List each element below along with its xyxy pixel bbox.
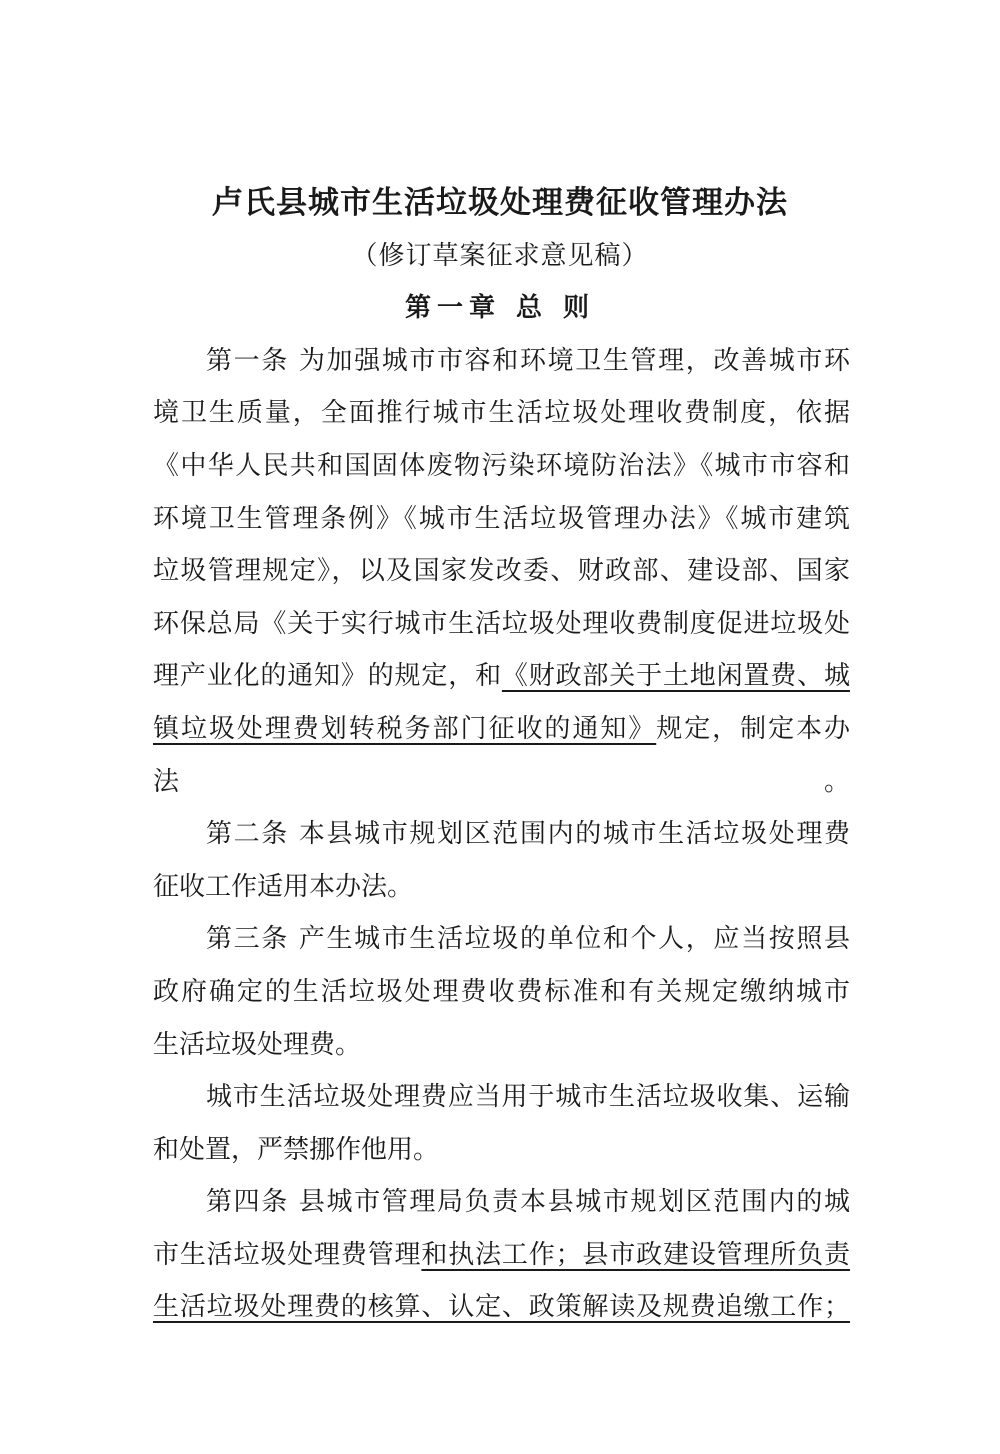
text-segment: 第二条 本县城市规划区范围内的城市生活垃圾处理费 [206, 819, 850, 850]
text-line [153, 913, 850, 966]
text-line [153, 440, 850, 493]
text-segment: 和处置，严禁挪作他用。 [153, 1134, 440, 1165]
text-line [153, 966, 850, 1019]
text-line [153, 703, 850, 808]
text-segment: 市生活垃圾处理费管理 [153, 1239, 422, 1270]
text-line [153, 1281, 850, 1334]
text-line [153, 1176, 850, 1229]
text-segment: 《中华人民共和国固体废物污染环境防治法》《城市市容和 [153, 450, 850, 481]
text-segment: 境卫生质量，全面推行城市生活垃圾处理收费制度，依据 [153, 398, 850, 429]
text-line [153, 598, 850, 651]
document-subtitle: （修订草案征求意见稿） [351, 240, 649, 271]
text-segment: 政府确定的生活垃圾处理费收费标准和有关规定缴纳城市 [153, 976, 850, 1007]
document-body [153, 335, 850, 1334]
chapter-heading: 第一章 总 则 [404, 293, 596, 324]
text-segment: 第三条 产生城市生活垃圾的单位和个人，应当按照县 [206, 924, 850, 955]
text-segment: 征收工作适用本办法。 [153, 871, 414, 902]
underlined-text: 镇垃圾处理费划转税务部门征收的通知》 [153, 713, 657, 744]
text-segment: 垃圾管理规定》，以及国家发改委、财政部、建设部、国家 [153, 556, 850, 587]
text-segment: 城市生活垃圾处理费应当用于城市生活垃圾收集、运输 [206, 1082, 850, 1113]
text-line [153, 1071, 850, 1124]
document-title: 卢氏县城市生活垃圾处理费征收管理办法 [212, 185, 788, 221]
document-flow [0, 177, 1000, 1454]
text-segment: 理产业化的通知》的规定，和 [153, 661, 502, 692]
text-line [153, 1124, 850, 1177]
text-line [153, 545, 850, 598]
text-segment: 生活垃圾处理费。 [153, 1029, 362, 1060]
text-line [153, 650, 850, 703]
underlined-text: 生活垃圾处理费的核算、认定、政策解读及规费追缴工作； [153, 1292, 850, 1323]
underlined-text: 和执法工作；县市政建设管理所负责 [421, 1239, 850, 1270]
text-line [153, 1229, 850, 1282]
text-line [153, 1019, 850, 1072]
text-line [153, 493, 850, 546]
text-segment: 第四条 县城市管理局负责本县城市规划区范围内的城 [206, 1187, 850, 1218]
text-line [153, 808, 850, 861]
text-line [153, 861, 850, 914]
text-segment: 规定，制定本办法。 [153, 713, 850, 797]
text-line [153, 335, 850, 388]
text-segment: 第一条 为加强城市市容和环境卫生管理，改善城市环 [206, 345, 850, 376]
text-segment: 环境卫生管理条例》《城市生活垃圾管理办法》《城市建筑 [153, 503, 850, 534]
text-segment: 环保总局《关于实行城市生活垃圾处理收费制度促进垃圾处 [153, 608, 850, 639]
text-line [153, 387, 850, 440]
underlined-text: 《财政部关于土地闲置费、城 [501, 661, 850, 692]
